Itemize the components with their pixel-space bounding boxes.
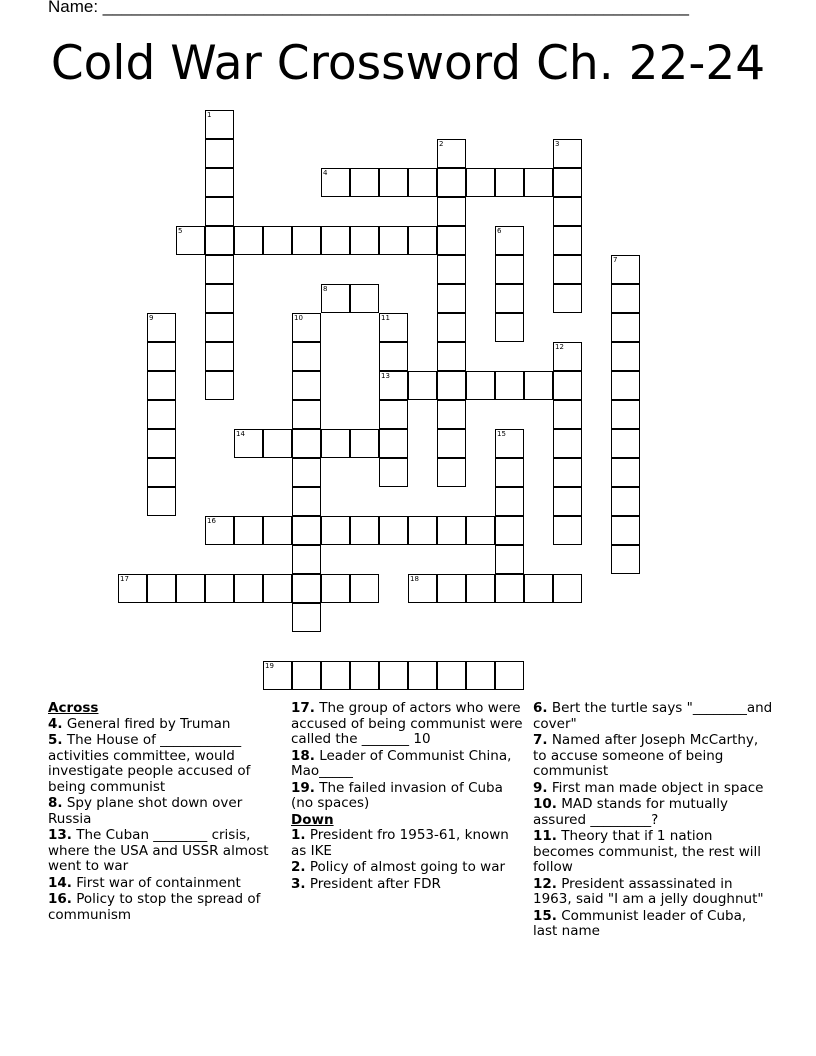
crossword-cell[interactable] — [176, 574, 205, 603]
crossword-cell[interactable] — [292, 400, 321, 429]
clue-across-14 — [48, 876, 280, 892]
crossword-cell[interactable] — [553, 429, 582, 458]
crossword-cell[interactable] — [611, 284, 640, 313]
crossword-cell[interactable] — [524, 574, 553, 603]
crossword-cell[interactable] — [553, 255, 582, 284]
crossword-cell[interactable] — [234, 226, 263, 255]
crossword-cell[interactable] — [495, 168, 524, 197]
crossword-cell[interactable] — [495, 226, 524, 255]
clue-number: 1. — [291, 827, 306, 843]
clue-number: 18. — [291, 747, 315, 764]
crossword-cell[interactable] — [350, 516, 379, 545]
crossword-cell[interactable] — [176, 226, 205, 255]
crossword-cell[interactable] — [205, 371, 234, 400]
crossword-cell[interactable] — [466, 574, 495, 603]
crossword-cell[interactable] — [553, 197, 582, 226]
crossword-cell[interactable] — [321, 574, 350, 603]
crossword-cell[interactable] — [408, 168, 437, 197]
crossword-cell[interactable] — [495, 487, 524, 516]
crossword-cell[interactable] — [205, 255, 234, 284]
across-heading: Across — [48, 700, 99, 716]
crossword-cell[interactable] — [292, 342, 321, 371]
crossword-cell[interactable] — [379, 371, 408, 400]
clue-column-3 — [533, 701, 773, 941]
crossword-cell[interactable] — [118, 574, 147, 603]
clue-number: 5. — [48, 732, 63, 748]
clue-text: First man made object in space — [551, 779, 764, 796]
clue-down-10 — [533, 797, 773, 828]
crossword-cell[interactable] — [495, 371, 524, 400]
crossword-cell[interactable] — [292, 545, 321, 574]
crossword-cell[interactable] — [147, 574, 176, 603]
clue-down-9 — [533, 781, 773, 797]
crossword-cell[interactable] — [379, 458, 408, 487]
crossword-cell[interactable] — [611, 371, 640, 400]
cell-number: 12 — [555, 343, 564, 351]
crossword-cell[interactable] — [495, 284, 524, 313]
crossword-cell[interactable] — [437, 226, 466, 255]
crossword-cell[interactable] — [234, 429, 263, 458]
clue-across-19 — [291, 781, 523, 812]
crossword-cell[interactable] — [553, 371, 582, 400]
clue-text: General fired by Truman — [66, 715, 231, 732]
clue-across-5 — [48, 733, 280, 795]
crossword-cell[interactable] — [379, 226, 408, 255]
crossword-cell[interactable] — [408, 226, 437, 255]
crossword-cell[interactable] — [553, 400, 582, 429]
crossword-cell[interactable] — [379, 168, 408, 197]
crossword-cell[interactable] — [466, 371, 495, 400]
crossword-cell[interactable] — [495, 313, 524, 342]
crossword-cell[interactable] — [292, 603, 321, 632]
crossword-cell[interactable] — [437, 574, 466, 603]
cell-number: 5 — [178, 227, 183, 235]
crossword-cell[interactable] — [379, 661, 408, 690]
crossword-cell[interactable] — [611, 516, 640, 545]
cell-number: 16 — [207, 517, 216, 525]
cell-number: 13 — [381, 372, 390, 380]
cell-number: 14 — [236, 430, 245, 438]
cell-number: 10 — [294, 314, 303, 322]
crossword-cell[interactable] — [147, 429, 176, 458]
clue-text: Spy plane shot down over Russia — [48, 795, 243, 827]
clue-text: Policy to stop the spread of communism — [48, 891, 261, 923]
clue-down-1 — [291, 828, 523, 859]
cell-number: 1 — [207, 111, 212, 119]
clue-number: 3. — [291, 875, 306, 892]
clue-number: 4. — [48, 715, 63, 732]
cell-number: 18 — [410, 575, 419, 583]
crossword-cell[interactable] — [611, 487, 640, 516]
crossword-cell[interactable] — [205, 574, 234, 603]
crossword-cell[interactable] — [408, 661, 437, 690]
crossword-cell[interactable] — [292, 516, 321, 545]
crossword-cell[interactable] — [408, 516, 437, 545]
cell-number: 17 — [120, 575, 129, 583]
crossword-cell[interactable] — [437, 197, 466, 226]
crossword-cell[interactable] — [553, 284, 582, 313]
cell-number: 6 — [497, 227, 502, 235]
crossword-cell[interactable] — [437, 400, 466, 429]
crossword-cell[interactable] — [321, 226, 350, 255]
crossword-cell[interactable] — [408, 371, 437, 400]
crossword-cell[interactable] — [553, 342, 582, 371]
clue-number: 7. — [533, 732, 548, 748]
clue-number: 19. — [291, 779, 315, 796]
crossword-cell[interactable] — [292, 487, 321, 516]
clue-number: 10. — [533, 796, 557, 812]
cell-number: 19 — [265, 662, 274, 670]
clue-text: Leader of Communist China, Mao_____ — [291, 747, 512, 779]
crossword-cell[interactable] — [205, 110, 234, 139]
crossword-cell[interactable] — [466, 516, 495, 545]
crossword-cell[interactable] — [263, 226, 292, 255]
crossword-cell[interactable] — [437, 139, 466, 168]
crossword-cell[interactable] — [379, 313, 408, 342]
clue-number: 8. — [48, 795, 63, 811]
crossword-cell[interactable] — [553, 574, 582, 603]
clue-number: 9. — [533, 779, 548, 796]
crossword-cell[interactable] — [292, 458, 321, 487]
crossword-cell[interactable] — [495, 545, 524, 574]
crossword-cell[interactable] — [205, 516, 234, 545]
clue-number: 12. — [533, 875, 557, 892]
crossword-cell[interactable] — [437, 429, 466, 458]
crossword-cell[interactable] — [466, 168, 495, 197]
crossword-cell[interactable] — [321, 516, 350, 545]
crossword-cell[interactable] — [611, 545, 640, 574]
crossword-cell[interactable] — [292, 429, 321, 458]
clue-across-8 — [48, 796, 280, 827]
crossword-cell[interactable] — [437, 661, 466, 690]
clue-text: Policy of almost going to war — [309, 859, 506, 875]
crossword-cell[interactable] — [553, 139, 582, 168]
clue-across-17 — [291, 701, 523, 748]
clue-text: The failed invasion of Cuba (no spaces) — [291, 779, 503, 811]
crossword-cell[interactable] — [495, 458, 524, 487]
crossword-cell[interactable] — [321, 429, 350, 458]
crossword-cell[interactable] — [408, 574, 437, 603]
cell-number: 8 — [323, 285, 328, 293]
crossword-cell[interactable] — [379, 342, 408, 371]
crossword-cell[interactable] — [350, 226, 379, 255]
clue-down-2 — [291, 860, 523, 876]
crossword-cell[interactable] — [466, 661, 495, 690]
cell-number: 7 — [613, 256, 618, 264]
cell-number: 3 — [555, 140, 560, 148]
crossword-cell[interactable] — [234, 516, 263, 545]
crossword-cell[interactable] — [205, 168, 234, 197]
crossword-cell[interactable] — [495, 516, 524, 545]
crossword-cell[interactable] — [495, 255, 524, 284]
crossword-cell[interactable] — [611, 458, 640, 487]
cell-number: 11 — [381, 314, 390, 322]
clue-number: 17. — [291, 700, 315, 716]
cell-number: 15 — [497, 430, 506, 438]
clue-text: President assassinated in 1963, said "I am a jelly doughnut" — [533, 875, 764, 907]
clue-across-16 — [48, 892, 280, 923]
crossword-cell[interactable] — [437, 371, 466, 400]
clue-across-4 — [48, 717, 280, 733]
clue-column-1 — [48, 701, 280, 924]
crossword-cell[interactable] — [147, 342, 176, 371]
crossword-cell[interactable] — [611, 342, 640, 371]
crossword-cell[interactable] — [524, 168, 553, 197]
crossword-cell[interactable] — [147, 487, 176, 516]
clue-text: The House of ____________ activities committee, would investigate people accused of being communist — [48, 732, 251, 795]
crossword-cell[interactable] — [553, 458, 582, 487]
crossword-cell[interactable] — [524, 371, 553, 400]
crossword-cell[interactable] — [350, 284, 379, 313]
crossword-cell[interactable] — [437, 313, 466, 342]
crossword-cell[interactable] — [350, 574, 379, 603]
crossword-cell[interactable] — [553, 516, 582, 545]
clue-down-7 — [533, 733, 773, 780]
clue-text: Theory that if 1 nation becomes communist, the rest will follow — [533, 828, 762, 875]
clue-number: 16. — [48, 891, 72, 907]
crossword-cell[interactable] — [437, 255, 466, 284]
clue-text: MAD stands for mutually assured _________? — [533, 796, 729, 828]
clue-number: 2. — [291, 859, 306, 875]
crossword-cell[interactable] — [611, 313, 640, 342]
clue-down-12 — [533, 877, 773, 908]
clue-number: 15. — [533, 907, 557, 924]
clue-number: 11. — [533, 828, 557, 844]
crossword-cell[interactable] — [205, 342, 234, 371]
crossword-cell[interactable] — [437, 516, 466, 545]
crossword-cell[interactable] — [205, 139, 234, 168]
clue-down-6 — [533, 701, 773, 732]
clue-text: President after FDR — [309, 875, 441, 892]
cell-number: 2 — [439, 140, 444, 148]
clue-column-2 — [291, 701, 523, 893]
crossword-cell[interactable] — [350, 429, 379, 458]
clue-text: Communist leader of Cuba, last name — [533, 907, 747, 939]
crossword-cell[interactable] — [147, 313, 176, 342]
crossword-cell[interactable] — [321, 661, 350, 690]
crossword-cell[interactable] — [292, 313, 321, 342]
down-heading: Down — [291, 811, 334, 828]
crossword-cell[interactable] — [379, 400, 408, 429]
crossword-cell[interactable] — [147, 400, 176, 429]
crossword-cell[interactable] — [495, 661, 524, 690]
cell-number: 4 — [323, 169, 328, 177]
crossword-cell[interactable] — [350, 661, 379, 690]
crossword-cell[interactable] — [495, 574, 524, 603]
crossword-cell[interactable] — [553, 487, 582, 516]
clue-text: First war of containment — [76, 874, 241, 891]
crossword-cell[interactable] — [205, 197, 234, 226]
crossword-cell[interactable] — [321, 168, 350, 197]
clue-text: The Cuban ________ crisis, where the USA and USSR almost went to war — [48, 827, 269, 874]
crossword-cell[interactable] — [379, 516, 408, 545]
crossword-cell[interactable] — [263, 429, 292, 458]
crossword-cell[interactable] — [321, 284, 350, 313]
crossword-cell[interactable] — [234, 574, 263, 603]
crossword-cell[interactable] — [292, 661, 321, 690]
clue-number: 13. — [48, 827, 72, 843]
clue-text: Named after Joseph McCarthy, to accuse someone of being communist — [533, 732, 759, 779]
crossword-cell[interactable] — [263, 574, 292, 603]
crossword-cell[interactable] — [437, 284, 466, 313]
crossword-cell[interactable] — [263, 661, 292, 690]
crossword-cell[interactable] — [611, 429, 640, 458]
crossword-cell[interactable] — [350, 168, 379, 197]
crossword-cell[interactable] — [495, 429, 524, 458]
crossword-cell[interactable] — [611, 255, 640, 284]
clue-text: The group of actors who were accused of being communist were called the _______ 10 — [291, 700, 523, 747]
clue-down-15 — [533, 909, 773, 940]
crossword-cell[interactable] — [553, 226, 582, 255]
clue-down-11 — [533, 829, 773, 876]
crossword-cell[interactable] — [611, 400, 640, 429]
clue-text: Bert the turtle says "________and cover" — [533, 700, 773, 732]
page-title: Cold War Crossword Ch. 22-24 — [50, 36, 766, 91]
crossword-cell[interactable] — [437, 342, 466, 371]
crossword-cell[interactable] — [205, 313, 234, 342]
clue-number: 6. — [533, 700, 548, 716]
crossword-cell[interactable] — [292, 574, 321, 603]
crossword-cell[interactable] — [147, 371, 176, 400]
crossword-cell[interactable] — [263, 516, 292, 545]
crossword-cell[interactable] — [292, 371, 321, 400]
crossword-cell[interactable] — [553, 168, 582, 197]
cell-number: 9 — [149, 314, 154, 322]
crossword-cell[interactable] — [292, 226, 321, 255]
clue-across-13 — [48, 828, 280, 875]
crossword-cell[interactable] — [147, 458, 176, 487]
crossword-cell[interactable] — [437, 168, 466, 197]
crossword-cell[interactable] — [205, 226, 234, 255]
clue-down-3 — [291, 877, 523, 893]
crossword-cell[interactable] — [205, 284, 234, 313]
name-line: Name: ______________________________________________________________ — [48, 0, 689, 16]
crossword-cell[interactable] — [379, 429, 408, 458]
clue-text: President fro 1953-61, known as IKE — [291, 827, 509, 859]
clue-number: 14. — [48, 874, 72, 891]
clue-across-18 — [291, 749, 523, 780]
crossword-cell[interactable] — [437, 458, 466, 487]
